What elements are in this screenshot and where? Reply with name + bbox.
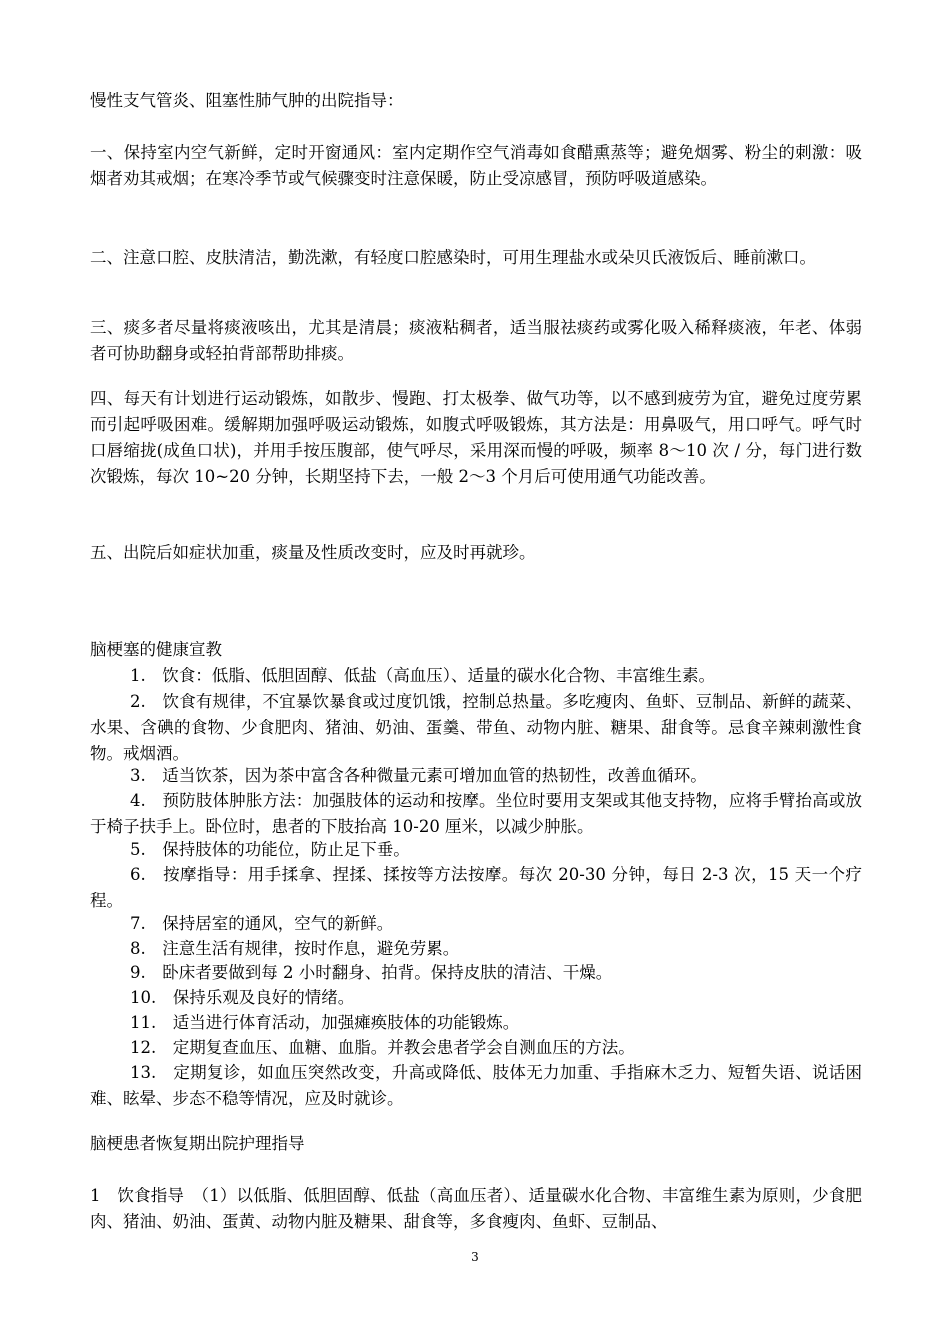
section2-item-3: 3. 适当饮茶，因为茶中富含各种微量元素可增加血管的热韧性，改善血循环。 [130, 766, 707, 785]
section1-item-2: 二、注意口腔、皮肤清洁，勤洗漱，有轻度口腔感染时，可用生理盐水或朵贝氏液饭后、睡前漱口。 [90, 248, 816, 267]
section2-item-10: 10. 保持乐观及良好的情绪。 [130, 988, 355, 1007]
section3-title: 脑梗患者恢复期出院护理指导 [90, 1134, 305, 1153]
section1-title: 慢性支气管炎、阻塞性肺气肿的出院指导： [90, 91, 404, 110]
page-number: 3 [471, 1250, 479, 1264]
section1-item-5: 五、出院后如症状加重，痰量及性质改变时，应及时再就珍。 [90, 543, 536, 562]
section2-item-13: 13. 定期复诊，如血压突然改变，升高或降低、肢体无力加重、手指麻木乏力、短暂失语、说话困难、眩晕、步态不稳等情况，应及时就诊。 [90, 1063, 862, 1108]
section1-item-1: 一、保持室内空气新鲜，定时开窗通风：室内定期作空气消毒如食醋熏蒸等；避免烟雾、粉尘的刺激：吸烟者劝其戒烟；在寒冷季节或气候骤变时注意保暖，防止受凉感冒，预防呼吸道感染。 [90, 143, 862, 188]
section2-title: 脑梗塞的健康宣教 [90, 640, 222, 659]
section2-item-9: 9. 卧床者要做到每 2 小时翻身、拍背。保持皮肤的清洁、干燥。 [130, 963, 613, 982]
section2-item-11: 11. 适当进行体育活动，加强瘫痪肢体的功能锻炼。 [130, 1013, 520, 1032]
section2-item-12: 12. 定期复查血压、血糖、血脂。并教会患者学会自测血压的方法。 [130, 1038, 635, 1057]
section3-item-1: 1 饮食指导 （1）以低脂、低胆固醇、低盐（高血压者）、适量碳水化合物、丰富维生素为原则，少食肥肉、猪油、奶油、蛋黄、动物内脏及糖果、甜食等，多食瘦肉、鱼虾、豆制品、 [90, 1186, 862, 1231]
section1-item-4: 四、每天有计划进行运动锻炼，如散步、慢跑、打太极拳、做气功等，以不感到疲劳为宜，避免过度劳累而引起呼吸困难。缓解期加强呼吸运动锻炼，如腹式呼吸锻炼，其方法是：用鼻吸气，用口呼气。呼气时口唇缩拢(成鱼口状)，并用手按压腹部，使气呼尽，采用深而慢的呼吸，频率 8～10 次 / 分，每门进行数次锻炼，每次 10~20 分钟，长期坚持下去，一般 2～3 个月后可使用通气功能改善。 [90, 389, 862, 486]
section2-item-2: 2. 饮食有规律，不宜暴饮暴食或过度饥饿，控制总热量。多吃瘦肉、鱼虾、豆制品、新鲜的蔬菜、水果、含碘的食物、少食肥肉、猪油、奶油、蛋羹、带鱼、动物内脏、糖果、甜食等。忌食辛辣刺激性食物。戒烟酒。 [90, 692, 862, 763]
section2-item-1: 1. 饮食：低脂、低胆固醇、低盐（高血压）、适量的碳水化合物、丰富维生素。 [130, 666, 715, 685]
section2-item-8: 8. 注意生活有规律，按时作息，避免劳累。 [130, 939, 460, 958]
section2-item-4: 4. 预防肢体肿胀方法：加强肢体的运动和按摩。坐位时要用支架或其他支持物，应将手臂抬高或放于椅子扶手上。卧位时，患者的下肢抬高 10-20 厘米，以减少肿胀。 [90, 791, 862, 836]
document-page [90, 0, 862, 1344]
section2-item-6: 6. 按摩指导：用手揉拿、捏揉、揉按等方法按摩。每次 20-30 分钟，每日 2-3 次，15 天一个疗程。 [90, 865, 862, 910]
section2-item-5: 5. 保持肢体的功能位，防止足下垂。 [130, 840, 410, 859]
section2-item-7: 7. 保持居室的通风，空气的新鲜。 [130, 914, 394, 933]
section1-item-3: 三、痰多者尽量将痰液咳出，尤其是清晨；痰液粘稠者，适当服祛痰药或雾化吸入稀释痰液，年老、体弱者可协助翻身或轻拍背部帮助排痰。 [90, 318, 862, 363]
